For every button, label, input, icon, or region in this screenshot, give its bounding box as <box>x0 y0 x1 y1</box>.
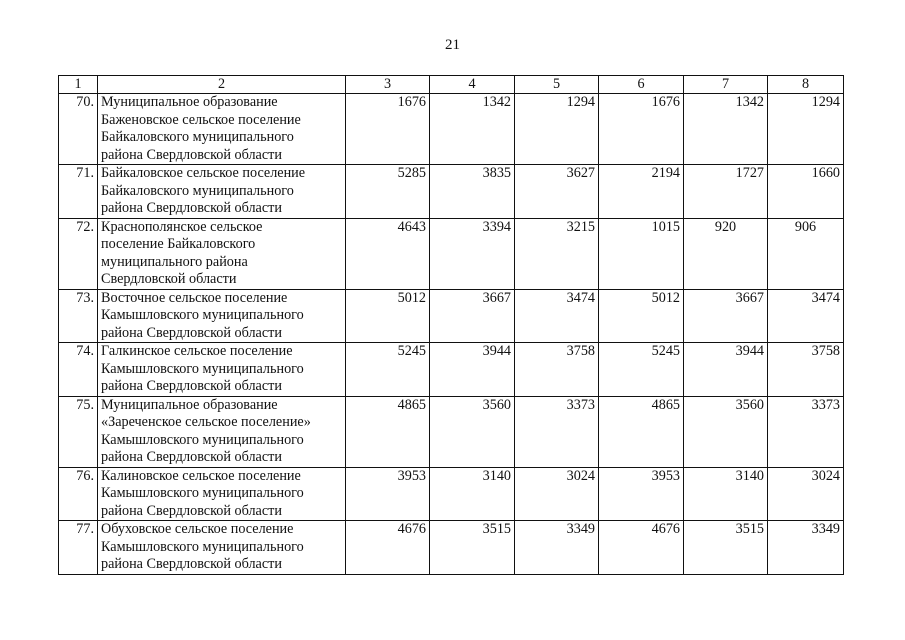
value-cell: 3140 <box>430 467 515 521</box>
value-cell: 1727 <box>684 165 768 219</box>
row-number: 73. <box>59 289 98 343</box>
name-line: Камышловского муниципального <box>101 360 304 377</box>
name-line: Байкаловское сельское поселение <box>101 165 306 181</box>
name-line: муниципального района <box>101 253 248 270</box>
value-cell: 5012 <box>599 289 684 343</box>
value-cell: 3140 <box>684 467 768 521</box>
column-header: 6 <box>599 76 684 94</box>
value-cell: 3349 <box>768 521 844 575</box>
value-cell: 4676 <box>346 521 430 575</box>
table-row <box>59 165 844 219</box>
table-row <box>59 467 844 521</box>
value-cell: 3394 <box>430 218 515 289</box>
value-cell: 1342 <box>684 94 768 165</box>
value-cell: 3758 <box>768 343 844 397</box>
data-table <box>58 75 844 575</box>
value-cell: 1294 <box>515 94 599 165</box>
value-cell: 3835 <box>430 165 515 219</box>
name-line: Баженовское сельское поселение <box>101 111 301 128</box>
name-line: Камышловского муниципального <box>101 485 304 501</box>
value-cell: 920 <box>684 218 768 289</box>
value-cell: 5012 <box>346 289 430 343</box>
value-cell: 3373 <box>768 396 844 467</box>
value-cell: 1676 <box>599 94 684 165</box>
name-line: Свердловской области <box>101 271 237 287</box>
value-cell: 3515 <box>684 521 768 575</box>
name-line: Восточное сельское поселение <box>101 289 288 306</box>
name-line: Муниципальное образование <box>101 94 278 110</box>
value-cell: 3560 <box>684 396 768 467</box>
table-row <box>59 218 844 289</box>
value-cell: 3758 <box>515 343 599 397</box>
row-number: 77. <box>59 521 98 575</box>
name-line: района Свердловской области <box>101 556 282 572</box>
row-number: 74. <box>59 343 98 397</box>
value-cell: 1342 <box>430 94 515 165</box>
municipality-name <box>98 343 346 397</box>
name-line: Камышловского муниципального <box>101 431 304 448</box>
name-line: Байкаловского муниципального <box>101 129 294 145</box>
row-number: 72. <box>59 218 98 289</box>
name-line: Краснополянское сельское <box>101 218 263 235</box>
value-cell: 3215 <box>515 218 599 289</box>
value-cell: 4865 <box>599 396 684 467</box>
name-line: «Зареченское сельское поселение» <box>101 414 311 430</box>
table-row <box>59 343 844 397</box>
value-cell: 3667 <box>684 289 768 343</box>
name-line: района Свердловской области <box>101 324 282 341</box>
value-cell: 906 <box>768 218 844 289</box>
name-line: района Свердловской области <box>101 502 282 519</box>
column-header: 3 <box>346 76 430 94</box>
value-cell: 3560 <box>430 396 515 467</box>
value-cell: 4676 <box>599 521 684 575</box>
value-cell: 5285 <box>346 165 430 219</box>
name-line: района Свердловской области <box>101 200 282 216</box>
name-line: Муниципальное образование <box>101 396 278 413</box>
municipality-name <box>98 396 346 467</box>
value-cell: 4643 <box>346 218 430 289</box>
name-line: поселение Байкаловского <box>101 236 256 252</box>
row-number: 75. <box>59 396 98 467</box>
value-cell: 3024 <box>515 467 599 521</box>
value-cell: 3349 <box>515 521 599 575</box>
page-number: 21 <box>445 37 460 53</box>
municipality-name <box>98 165 346 219</box>
value-cell: 3515 <box>430 521 515 575</box>
name-line: Байкаловского муниципального <box>101 182 294 199</box>
name-line: Камышловского муниципального <box>101 538 304 555</box>
value-cell: 1294 <box>768 94 844 165</box>
value-cell: 3944 <box>430 343 515 397</box>
name-line: района Свердловской области <box>101 146 282 163</box>
column-header: 2 <box>98 76 346 94</box>
value-cell: 5245 <box>599 343 684 397</box>
municipality-name <box>98 289 346 343</box>
name-line: Камышловского муниципального <box>101 307 304 323</box>
name-line: Обуховское сельское поселение <box>101 521 294 537</box>
name-line: района Свердловской области <box>101 378 282 394</box>
value-cell: 3953 <box>599 467 684 521</box>
name-line: района Свердловской области <box>101 449 282 465</box>
column-header: 5 <box>515 76 599 94</box>
value-cell: 3627 <box>515 165 599 219</box>
row-number: 71. <box>59 165 98 219</box>
value-cell: 3474 <box>768 289 844 343</box>
municipality-name <box>98 218 346 289</box>
column-header: 1 <box>59 76 98 94</box>
value-cell: 3474 <box>515 289 599 343</box>
value-cell: 3373 <box>515 396 599 467</box>
municipality-name <box>98 467 346 521</box>
value-cell: 5245 <box>346 343 430 397</box>
name-line: Калиновское сельское поселение <box>101 467 301 484</box>
value-cell: 3944 <box>684 343 768 397</box>
table-row <box>59 94 844 165</box>
header-row <box>59 76 844 94</box>
row-number: 70. <box>59 94 98 165</box>
value-cell: 3953 <box>346 467 430 521</box>
row-number: 76. <box>59 467 98 521</box>
value-cell: 1015 <box>599 218 684 289</box>
value-cell: 3024 <box>768 467 844 521</box>
table-row <box>59 289 844 343</box>
value-cell: 1676 <box>346 94 430 165</box>
value-cell: 3667 <box>430 289 515 343</box>
value-cell: 1660 <box>768 165 844 219</box>
name-line: Галкинское сельское поселение <box>101 343 293 359</box>
municipality-name <box>98 521 346 575</box>
column-header: 4 <box>430 76 515 94</box>
value-cell: 4865 <box>346 396 430 467</box>
table-row <box>59 521 844 575</box>
value-cell: 2194 <box>599 165 684 219</box>
column-header: 8 <box>768 76 844 94</box>
municipality-name <box>98 94 346 165</box>
column-header: 7 <box>684 76 768 94</box>
table-row <box>59 396 844 467</box>
